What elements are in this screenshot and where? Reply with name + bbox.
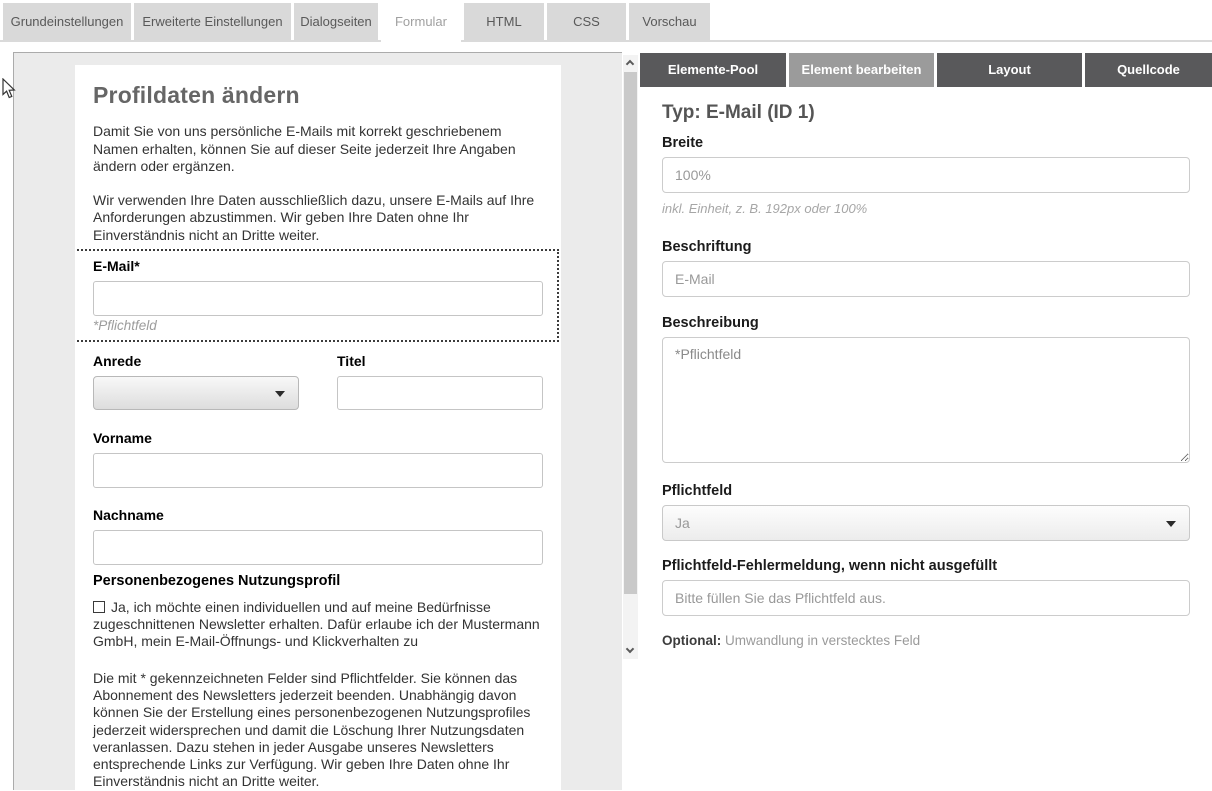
nutzungsprofil-text: Ja, ich möchte einen individuellen und auf meine Bedürfnisse zugeschnittenen Newsletter erhalten. Dafür erlaube ich der Mustermann GmbH, mein E-Mail-Öffnungs- und Klickverhalten zu	[93, 599, 540, 649]
fehlermeldung-input[interactable]	[662, 580, 1190, 616]
email-field-label: E-Mail*	[93, 258, 140, 274]
nachname-input[interactable]	[93, 530, 543, 565]
beschriftung-input[interactable]	[662, 261, 1190, 297]
tab-css[interactable]: CSS	[547, 3, 626, 40]
tab-elemente-pool[interactable]: Elemente-Pool	[640, 53, 786, 87]
tab-quellcode[interactable]: Quellcode	[1085, 53, 1212, 87]
anrede-label: Anrede	[93, 353, 142, 369]
nutzungsprofil-checkbox[interactable]	[93, 601, 105, 613]
titel-label: Titel	[337, 353, 366, 369]
preview-footer-paragraph: Die mit * gekennzeichneten Felder sind Pflichtfelder. Sie können das Abonnement des Newsletters jederzeit beenden. Unabhängig davon können Sie der Erstellung eines personenbezogenen Nutzungsprofiles jederzeit widersprechen und damit die Löschung Ihrer Nutzungsdaten veranlassen. Dazu stehen in jeder Ausgabe unseres Newsletters entsprechende Links zur Verfügung. Wir geben Ihre Daten ohne Ihr Einverständnis nicht an Dritte weiter.	[93, 670, 531, 790]
vorname-input[interactable]	[93, 453, 543, 488]
scrollbar-thumb[interactable]	[624, 72, 637, 594]
editor-heading: Typ: E-Mail (ID 1)	[662, 102, 815, 123]
beschreibung-textarea[interactable]	[662, 337, 1190, 463]
tab-vorschau[interactable]: Vorschau	[629, 3, 710, 40]
element-editor-panel	[640, 87, 1212, 648]
fehlermeldung-label: Pflichtfeld-Fehlermeldung, wenn nicht ausgefüllt	[662, 558, 998, 574]
tab-element-bearbeiten[interactable]: Element bearbeiten	[789, 53, 934, 87]
tab-grundeinstellungen[interactable]: Grundeinstellungen	[3, 3, 131, 40]
breite-input[interactable]	[662, 157, 1190, 193]
preview-intro-paragraph-2: Wir verwenden Ihre Daten ausschließlich dazu, unsere E-Mails auf Ihre Anforderungen abzustimmen. Wir geben Ihre Daten ohne Ihr Einverständnis nicht an Dritte weiter.	[93, 191, 535, 243]
nutzungsprofil-heading: Personenbezogenes Nutzungsprofil	[93, 573, 341, 589]
tab-layout[interactable]: Layout	[937, 53, 1082, 87]
mouse-cursor-icon	[2, 78, 16, 104]
optional-row	[662, 633, 1190, 648]
nachname-label: Nachname	[93, 507, 164, 523]
optional-hidden-field-link[interactable]: Umwandlung in verstecktes Feld	[725, 633, 921, 648]
pflichtfeld-selected-value: Ja	[675, 515, 690, 531]
anrede-select[interactable]	[93, 376, 299, 410]
main-tab-bar	[3, 3, 710, 43]
editor-tab-bar	[640, 53, 1212, 87]
scrollbar-down-button[interactable]	[623, 643, 638, 659]
tab-erweiterte-einstellungen[interactable]: Erweiterte Einstellungen	[134, 3, 291, 40]
titel-input[interactable]	[337, 376, 543, 410]
preview-heading: Profildaten ändern	[93, 82, 300, 108]
tab-formular[interactable]: Formular	[381, 3, 461, 43]
form-preview-card	[75, 65, 561, 791]
beschriftung-label: Beschriftung	[662, 239, 752, 255]
preview-scrollbar[interactable]	[623, 55, 638, 659]
breite-hint: inkl. Einheit, z. B. 192px oder 100%	[662, 201, 868, 216]
pflichtfeld-select[interactable]	[662, 505, 1190, 541]
preview-intro-paragraph-1: Damit Sie von uns persönliche E-Mails mit korrekt geschriebenem Namen erhalten, können Sie auf dieser Seite jederzeit Ihre Angaben ändern oder ergänzen.	[93, 123, 516, 174]
chevron-down-icon	[626, 645, 634, 653]
vorname-label: Vorname	[93, 430, 152, 446]
breite-label: Breite	[662, 135, 704, 151]
chevron-up-icon	[626, 60, 634, 68]
tab-html[interactable]: HTML	[464, 3, 544, 40]
email-input[interactable]	[93, 281, 543, 316]
form-preview-region	[13, 52, 622, 790]
chevron-down-icon	[275, 391, 285, 397]
scrollbar-up-button[interactable]	[623, 55, 638, 71]
beschreibung-label: Beschreibung	[662, 315, 759, 331]
nutzungsprofil-paragraph	[93, 599, 543, 650]
chevron-down-icon	[1166, 521, 1176, 527]
pflichtfeld-label: Pflichtfeld	[662, 483, 733, 499]
optional-prefix: Optional:	[662, 633, 722, 648]
selected-email-element[interactable]	[75, 249, 559, 342]
tab-dialogseiten[interactable]: Dialogseiten	[294, 3, 378, 40]
email-required-note: *Pflichtfeld	[93, 318, 157, 333]
